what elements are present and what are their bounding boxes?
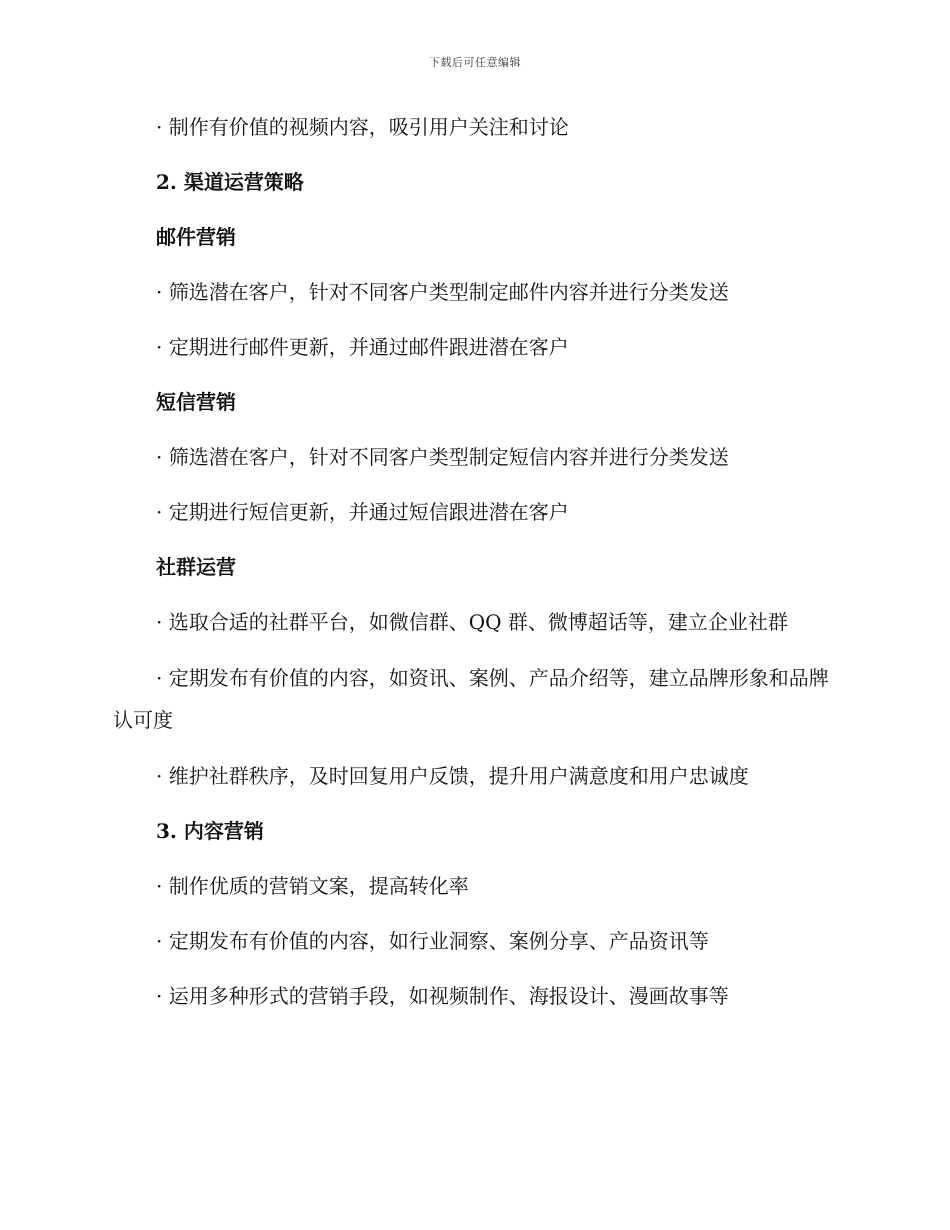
section-heading: 2. 渠道运营策略 xyxy=(156,170,304,194)
section-heading: 3. 内容营销 xyxy=(156,819,264,843)
bullet-item: · 定期进行短信更新，并通过短信跟进潜在客户 xyxy=(156,500,569,524)
subsection-heading: 邮件营销 xyxy=(156,225,236,249)
subsection-heading: 社群运营 xyxy=(156,555,236,579)
document-body xyxy=(113,111,843,1035)
bullet-item: · 定期发布有价值的内容，如行业洞察、案例分享、产品资讯等 xyxy=(156,929,709,953)
bullet-item: · 制作有价值的视频内容，吸引用户关注和讨论 xyxy=(156,115,569,139)
page-header: 下载后可任意编辑 xyxy=(429,56,521,69)
bullet-item: · 筛选潜在客户，针对不同客户类型制定短信内容并进行分类发送 xyxy=(156,445,729,469)
bullet-item: · 筛选潜在客户，针对不同客户类型制定邮件内容并进行分类发送 xyxy=(156,280,729,304)
subsection-heading: 短信营销 xyxy=(156,390,236,414)
bullet-item: · 运用多种形式的营销手段，如视频制作、海报设计、漫画故事等 xyxy=(156,984,729,1008)
bullet-item: · 制作优质的营销文案，提高转化率 xyxy=(156,874,469,898)
bullet-item-wrapped: · 定期发布有价值的内容，如资讯、案例、产品介绍等，建立品牌形象和品牌认可度 xyxy=(113,666,829,732)
bullet-item: · 定期进行邮件更新，并通过邮件跟进潜在客户 xyxy=(156,335,569,359)
bullet-item: · 选取合适的社群平台，如微信群、QQ 群、微博超话等，建立企业社群 xyxy=(156,610,788,634)
bullet-item: · 维护社群秩序，及时回复用户反馈，提升用户满意度和用户忠诚度 xyxy=(156,764,749,788)
